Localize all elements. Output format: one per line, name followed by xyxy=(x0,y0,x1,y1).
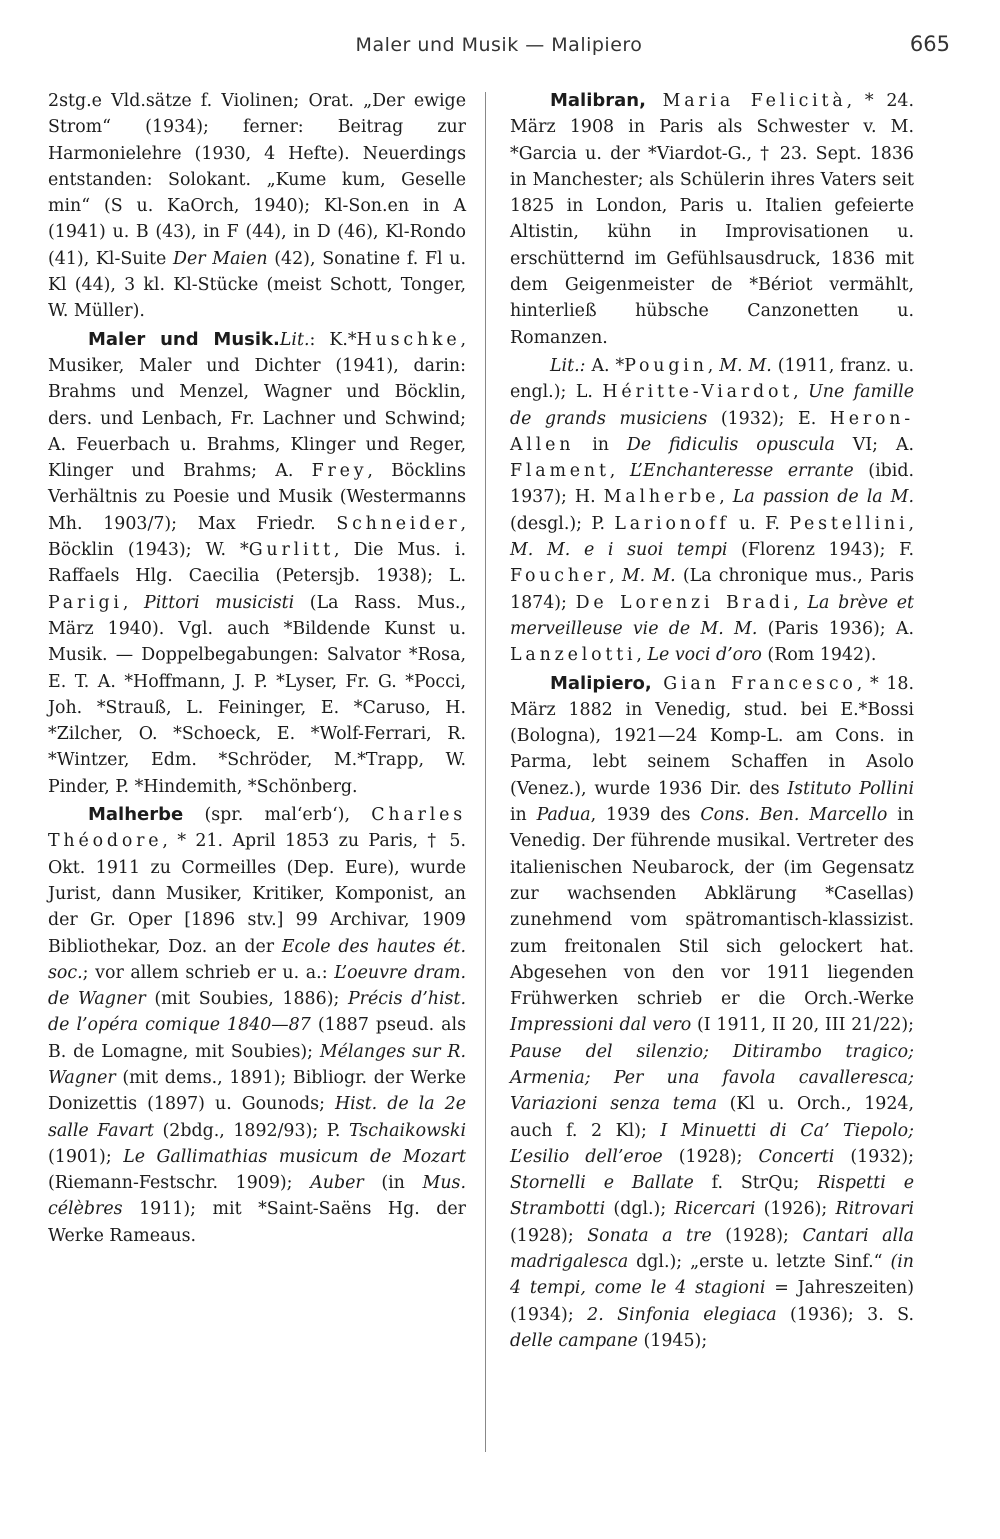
text: (La Rass. Mus., März 1940). Vgl. auch *Bildende Kunst u. Musik. — Doppelbegabungen: Salvator *Rosa, E. T. A. *Hoffmann, J. P. *Lyser, Fr. G. *Pocci, Joh. *Strauß, L. Feininger, E. *Caruso, H. *Zilcher, O. *Schoeck, E. *Wolf-Ferrari, R. *Wintzer, Edm. *Schröder, M.*Trapp, W. Pinder, P. *Hindemith, *Schönberg. xyxy=(48,592,466,797)
work-title: Padua xyxy=(536,805,591,826)
text: (1926); xyxy=(755,1199,836,1220)
text: (Riemann-Festschr. 1909); xyxy=(48,1173,311,1194)
work-title: 2. Sinfonia elegiaca xyxy=(587,1304,777,1325)
work-title: De fidiculis opuscula xyxy=(626,434,835,455)
text: , xyxy=(908,513,914,534)
entry-malipiero xyxy=(510,671,914,1355)
text: , * 24. März 1908 in Paris als Schwester v. M. *Garcia u. der *Viardot-G., † 23. Sept. 1836 in Manchester; als Schülerin ihres Vaters seit 1825 in London, Paris u. Italien gefeierte Altistin, kühn in Improvisationen u. erschütternd im Gefühlsausdruck, 1836 mit dem Geigenmeister de *Bériot vermählt, hinterließ hübsche Canzonetten u. Romanzen. xyxy=(510,91,914,348)
author-name: Parigi xyxy=(48,592,123,613)
work-title: Ecole des hautes ét. soc. xyxy=(48,936,466,983)
author-name: Pestellini xyxy=(789,513,909,534)
text: (1945); xyxy=(637,1330,708,1351)
author-name: Schneider xyxy=(336,513,461,534)
text: dgl.); „erste u. letzte Sinf.“ xyxy=(628,1252,891,1273)
work-title: Mus. célèbres xyxy=(48,1173,466,1220)
work-title: L’oeuvre dram. de Wagner xyxy=(48,962,466,1010)
text: , xyxy=(719,487,733,508)
work-title: Précis d’hist. de l’opéra comique 1840—87 xyxy=(48,989,466,1036)
text: , xyxy=(122,592,144,613)
text: (1887 pseud. als B. de Lomagne, mit Soubies); xyxy=(48,1015,466,1062)
text: 1911); mit *Saint-Saëns Hg. der Werke Rameaus. xyxy=(48,1199,466,1246)
text: A. * xyxy=(585,355,625,376)
work-title: M. M. e i suoi tempi xyxy=(510,540,728,561)
author-name: Malherbe xyxy=(603,487,720,508)
lit-label: Lit.: xyxy=(550,355,586,376)
work-title: Istituto Pollini xyxy=(787,778,914,799)
work-title: Auber xyxy=(310,1173,364,1194)
work-title: Stornelli e Ballate xyxy=(510,1173,694,1194)
work-title: delle campane xyxy=(510,1330,638,1351)
text: = Jahreszeiten) (1934); xyxy=(510,1278,914,1325)
text: (desgl.); P. xyxy=(510,513,615,534)
text: (1932); E. xyxy=(707,408,830,429)
text: (I 1911, II 20, III 21/22); xyxy=(691,1015,915,1036)
work-title: M. M. xyxy=(719,355,772,376)
text: (2bdg., 1892/93); P. xyxy=(153,1120,349,1141)
headword: Malibran, xyxy=(550,90,646,111)
work-title: Der Maien xyxy=(173,248,268,269)
entry-malibran xyxy=(510,88,914,351)
text: (1936); 3. S. xyxy=(776,1304,914,1325)
text: in xyxy=(574,434,627,455)
person-name: Maria Felicità xyxy=(645,91,847,111)
entry-continuation xyxy=(48,88,466,325)
text: (1928); xyxy=(510,1225,588,1246)
text: (Kl u. Orch., 1924, auch f. 2 Kl); xyxy=(510,1094,914,1141)
work-title: Pittori musicisti xyxy=(144,592,295,613)
text: , xyxy=(793,592,808,613)
running-title: Maler und Musik — Malipiero xyxy=(355,34,643,56)
text: 2stg.e Vld.sätze f. Violinen; Orat. „Der ewige Strom“ (1934); ferner: Beitrag zur Harmonielehre (1930, 4 Hefte). Neuerdings entstanden: Solokant. „Kume kum, Geselle min“ (S u. KaOrch, 1940); Kl-Son.en in A (1941) u. B (43), in F (44), in D (46), Kl-Rondo (41), Kl-Suite xyxy=(48,91,466,269)
text: , xyxy=(636,645,648,666)
text: (La chronique mus., Paris 1874); xyxy=(510,566,915,613)
work-title: Impressioni dal vero xyxy=(510,1015,692,1036)
text: in xyxy=(510,805,537,826)
entry-malibran-literature xyxy=(510,353,914,669)
work-title: Une famille de grands musiciens xyxy=(510,382,914,429)
left-column xyxy=(48,88,466,1249)
text: f. StrQu; xyxy=(693,1173,818,1194)
work-title: Concerti xyxy=(758,1146,835,1167)
text: (1928); xyxy=(711,1225,803,1246)
author-name: Lanzelotti xyxy=(510,645,637,666)
work-title: Hist. de la 2e salle Favart xyxy=(48,1094,466,1141)
text: (Florenz 1943); F. xyxy=(727,540,914,561)
text: (1901); xyxy=(48,1146,124,1167)
column-divider xyxy=(485,92,486,1452)
text: , 1939 des xyxy=(590,805,701,826)
text: , Die Mus. i. Raffaels Hlg. Caecilia (Petersjb. 1938); L. xyxy=(48,540,466,587)
text: (Paris 1936); A. xyxy=(757,618,914,639)
lit-label: Lit. xyxy=(279,329,310,350)
person-name: Charles Théodore xyxy=(48,805,466,852)
right-column xyxy=(510,88,914,1354)
text: : K.* xyxy=(309,329,357,350)
author-name: Gurlitt xyxy=(248,540,335,561)
work-title: Sonata a tre xyxy=(587,1225,712,1246)
work-title: L’Enchanteresse errante xyxy=(629,461,854,482)
text: , * 21. April 1853 zu Paris, † 5. Okt. 1911 zu Cormeilles (Dep. Eure), wurde Jurist, dann Musiker, Kritiker, Komponist, an der Gr. Oper [1896 stv.] 99 Archivar, 1909 Bibliothekar, Doz. an der xyxy=(48,831,466,957)
text: , xyxy=(707,355,720,376)
headword: Malherbe xyxy=(88,804,184,826)
author-name: Foucher xyxy=(510,566,610,587)
text: (mit Soubies, 1886); xyxy=(145,989,348,1010)
author-name: Frey xyxy=(311,461,368,482)
text: (1911, franz. u. engl.); L. xyxy=(510,355,914,403)
text: in Venedig. Der führende musikal. Vertreter des italienischen Neubarock, der (im Gegensatz zur wachsenden Abklärung *Casellas) zunehmend vom spätromantisch-klassizist. zum freitonalen Stil sich gelockert hat. Abgesehen von den vor 1911 liegenden Frühwerken schrieb er die Orch.-Werke xyxy=(510,805,915,1010)
text: , xyxy=(609,566,622,587)
text: , * 18. März 1882 in Venedig, stud. bei E.*Bossi (Bologna), 1921—24 Komp-L. am Cons. in Parma, lebt seinem Schaffen in Asolo (Venez.), wurde 1936 Dir. des xyxy=(510,673,914,799)
text: , xyxy=(793,382,809,403)
text: (spr. mal‘erb‘), xyxy=(183,805,372,826)
work-title: Cons. Ben. Marcello xyxy=(700,805,888,826)
work-title: La brève et merveilleuse vie de M. M. xyxy=(510,592,914,639)
headword: Maler und Musik. xyxy=(88,328,280,350)
work-title: Mélanges sur R. Wagner xyxy=(48,1041,466,1088)
text: (Rom 1942). xyxy=(761,645,877,666)
text: (1932); xyxy=(834,1146,915,1167)
author-name: Héritte-Viardot xyxy=(602,382,794,403)
work-title: Cantari alla madrigalesca xyxy=(510,1225,914,1273)
work-title: Rispetti e Strambotti xyxy=(510,1173,914,1220)
entry-malherbe xyxy=(48,802,466,1249)
work-title: Le voci d’oro xyxy=(647,645,762,666)
headword: Malipiero, xyxy=(550,672,652,694)
text: ; vor allem schrieb er u. a.: xyxy=(82,962,335,983)
text: u. F. xyxy=(729,513,790,534)
text: , Böcklins Verhältnis zu Poesie und Musik (Westermanns Mh. 1903/7); Max Friedr. xyxy=(48,461,466,534)
work-title: (in 4 tempi, come le 4 stagioni xyxy=(510,1252,914,1299)
text: (1928); xyxy=(662,1146,759,1167)
author-name: Heron-Allen xyxy=(510,408,914,455)
work-title: La passion de la M. xyxy=(732,487,914,508)
entry-maler-und-musik xyxy=(48,327,466,800)
work-title: Ritrovari xyxy=(835,1199,915,1220)
page-number: 665 xyxy=(909,32,950,56)
text: (dgl.); xyxy=(605,1199,675,1220)
work-title: Tschaikowski xyxy=(348,1120,466,1141)
person-name: Gian Francesco xyxy=(651,673,857,694)
author-name: Pougin xyxy=(624,355,708,376)
work-title: I Minuetti di Ca’ Tiepolo; L’esilio dell’eroe xyxy=(510,1120,914,1167)
text: (ibid. 1937); H. xyxy=(510,461,914,508)
text: , Musiker, Maler und Dichter (1941), darin: Brahms und Menzel, Wagner und Böcklin, ders. und Lenbach, Fr. Lachner und Schwind; A. Feuerbach u. Brahms, Klinger und Reger, Klinger und Brahms; A. xyxy=(48,329,467,482)
text: VI; A. xyxy=(834,434,915,455)
text: (42), Sonatine f. Fl u. Kl (44), 3 kl. Kl-Stücke (meist Schott, Tonger, W. Müller). xyxy=(48,248,467,322)
author-name: Larionoff xyxy=(614,513,730,534)
text: (mit dems., 1891); Bibliogr. der Werke Donizettis (1897) u. Gounods; xyxy=(48,1067,466,1115)
author-name: Flament xyxy=(510,461,610,482)
work-title: Ricercari xyxy=(674,1199,756,1220)
running-header xyxy=(48,32,950,66)
text: , xyxy=(609,461,630,482)
work-title: Pause del silenzio; Ditirambo tragico; Armenia; Per una favola cavalleresca; Variazioni senza tema xyxy=(510,1041,914,1115)
work-title: M. M. xyxy=(621,566,676,587)
text: , Böcklin (1943); W. * xyxy=(48,513,466,561)
text: (in xyxy=(363,1173,423,1194)
author-name: Huschke xyxy=(356,329,461,350)
work-title: Le Gallimathias musicum de Mozart xyxy=(123,1146,466,1167)
author-name: De Lorenzi Bradi xyxy=(575,592,794,613)
